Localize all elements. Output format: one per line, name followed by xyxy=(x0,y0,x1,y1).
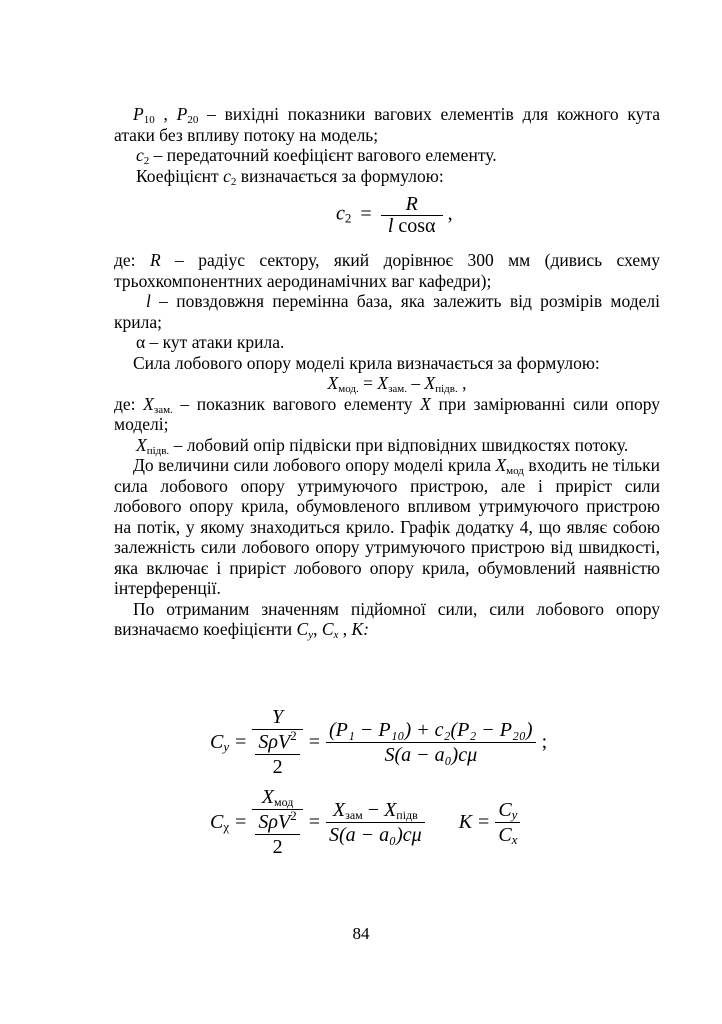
subscript: 20 xyxy=(187,114,199,126)
paragraph-text: – повздовжня перемінна база, яка залежить від розмірів моделі крила; xyxy=(114,291,660,332)
minus-sign: – xyxy=(407,373,425,393)
paragraph-base xyxy=(114,291,660,332)
comma: , xyxy=(457,373,467,393)
fraction-measured-drag xyxy=(326,798,425,847)
numerator: Y xyxy=(272,706,284,728)
formula-cx-and-k xyxy=(210,785,610,859)
paragraph-alpha xyxy=(114,332,660,353)
equals-sign: = xyxy=(358,373,378,393)
subscript: 2 xyxy=(230,175,237,188)
paragraph-c2-formula-intro xyxy=(114,166,660,187)
subscript: y xyxy=(223,739,230,754)
subscript: підв xyxy=(396,807,418,822)
symbol-c: C xyxy=(210,811,224,833)
equals-sign: = xyxy=(478,811,490,833)
denominator: S(a − a₀)cμ xyxy=(326,822,425,847)
fraction xyxy=(381,194,443,236)
minus-sign: − xyxy=(362,798,385,821)
semicolon: ; xyxy=(541,731,548,753)
superscript: 2 xyxy=(290,808,297,823)
symbol-c: C xyxy=(296,619,309,639)
symbol-alpha: α xyxy=(425,214,436,237)
paragraph-text: – передаточний коефіцієнт вагового елементу. xyxy=(149,145,497,165)
denominator xyxy=(495,822,520,847)
paragraph-text: Коефіцієнт xyxy=(136,165,224,186)
paragraph-text: – вихідні показники вагових елементів для кожного кута атаки без впливу потоку на модель; xyxy=(114,104,661,145)
equals-sign: = xyxy=(308,811,321,833)
denominator xyxy=(252,729,302,779)
subscript: мод. xyxy=(338,383,359,395)
paragraph-coefficients-intro xyxy=(114,599,660,640)
page-number: 84 xyxy=(352,924,370,943)
nested-numerator xyxy=(255,730,299,754)
paragraph-x-zam xyxy=(114,394,660,435)
symbol-x: X xyxy=(261,786,274,808)
subscript: зам. xyxy=(388,383,408,395)
numerator xyxy=(326,798,425,822)
subscript: підв. xyxy=(435,383,458,395)
symbol-c: C xyxy=(210,731,224,753)
paragraph-text: По отриманим значенням підйомної сили, сили лобового опору визначаємо коефіцієнти xyxy=(114,598,660,639)
symbol-l: l xyxy=(387,214,394,237)
subscript: x xyxy=(511,831,518,847)
paragraph-x-pidv xyxy=(114,435,660,456)
symbol-x: X xyxy=(327,373,339,393)
subscript: χ xyxy=(223,819,230,834)
cos-text: cos xyxy=(398,214,426,237)
equals-sign: = xyxy=(235,731,247,753)
subscript: 10 xyxy=(143,114,155,126)
separator: , xyxy=(154,104,177,124)
numerator xyxy=(495,798,520,822)
paragraph-text: де: xyxy=(114,393,144,414)
formula-lhs: c xyxy=(336,202,345,225)
numerator: R xyxy=(405,193,418,215)
subscript: x xyxy=(333,629,339,641)
coefficient-formulas xyxy=(210,705,610,865)
fraction-measured xyxy=(326,718,536,767)
subscript: зам xyxy=(345,807,363,822)
nested-numerator xyxy=(255,810,299,834)
denominator xyxy=(252,809,302,859)
symbol-c: c xyxy=(223,165,231,186)
symbol-x: X xyxy=(332,798,346,821)
symbol-c: C xyxy=(321,619,334,639)
paragraph-drag-intro xyxy=(114,353,660,374)
symbol-c: C xyxy=(498,823,512,846)
subscript: мод xyxy=(506,465,524,477)
subscript: 2 xyxy=(344,210,352,226)
nested-fraction xyxy=(255,810,299,859)
symbol-k: K: xyxy=(351,619,370,639)
symbol-x: X xyxy=(136,434,147,455)
symbol-p: P xyxy=(133,104,144,124)
formula-x-mod xyxy=(114,373,660,394)
symbol-x: X xyxy=(143,393,154,414)
paragraph-text: входить не тільки сила лобового опору утримуючого пристрою, але і приріст сили лобового опору крила, обумовленого впливом утримуючого пристрою на потік, у якому знаходиться крило. Графік додатку 4, що являє собою залежність сили лобового опору утримуючого пристрою від швидкості, яка включає і приріст лобового опору крила, обумовлений наявністю інтерференції. xyxy=(114,455,661,598)
subscript: підв. xyxy=(146,444,170,457)
subscript: зам. xyxy=(153,403,173,416)
numerator: (P₁ − P₁₀) + c₂(P₂ − P₂₀) xyxy=(329,718,533,741)
symbol-p: P xyxy=(176,104,188,124)
nested-fraction xyxy=(255,730,299,779)
paragraph-text: – лобовий опір підвіски при відповідних швидкостях потоку. xyxy=(169,434,629,455)
nested-denominator: 2 xyxy=(255,754,299,779)
symbol-c: c xyxy=(136,145,144,165)
term: SρV xyxy=(258,811,291,833)
formula-lhs xyxy=(210,730,229,754)
paragraph-text: До величини сили лобового опору моделі крила xyxy=(133,455,496,475)
equals-sign: = xyxy=(360,202,372,225)
comma: , xyxy=(447,202,453,225)
separator: , xyxy=(313,619,322,639)
symbol-x: X xyxy=(377,373,389,393)
paragraph-p10-p20 xyxy=(114,104,660,145)
text-block-middle xyxy=(114,250,660,640)
paragraph-text: – показник вагового елементу xyxy=(172,393,421,414)
symbol-x: X xyxy=(420,393,431,414)
symbol-x: X xyxy=(495,455,507,475)
nested-denominator: 2 xyxy=(255,834,299,859)
fraction-k xyxy=(495,798,520,847)
paragraph-text: де: xyxy=(114,250,150,270)
paragraph-radius xyxy=(114,250,660,291)
equals-sign: = xyxy=(235,811,247,833)
paragraph-text: визначається за формулою: xyxy=(236,165,444,186)
fraction-lift xyxy=(252,705,302,779)
symbol-c: C xyxy=(498,798,512,821)
symbol-r: R xyxy=(149,250,161,270)
paragraph-text: – радіус сектору, який дорівнює 300 мм (дивись схему трьохкомпонентних аеродинамічних ваг кафедри); xyxy=(114,250,660,291)
denominator: S(a − a₀)cμ xyxy=(326,742,536,767)
formula-cy xyxy=(210,705,610,779)
numerator xyxy=(252,785,302,809)
paragraph-text: α – кут атаки крила. xyxy=(136,332,285,352)
symbol-x: X xyxy=(424,373,436,393)
symbol-x: X xyxy=(384,798,397,821)
paragraph-c2 xyxy=(114,145,660,166)
formula-c2 xyxy=(336,194,453,236)
separator: , xyxy=(338,619,352,639)
paragraph-text: Сила лобового опору моделі крила визначається за формулою: xyxy=(133,352,600,373)
paragraph-text: при замірюванні сили опору моделі; xyxy=(114,393,660,434)
subscript: y xyxy=(308,629,314,641)
fraction-drag xyxy=(252,785,302,859)
superscript: 2 xyxy=(290,728,297,743)
term: SρV xyxy=(258,731,291,753)
subscript: 2 xyxy=(143,155,150,167)
subscript: y xyxy=(511,806,518,822)
symbol-l: l xyxy=(146,291,151,311)
symbol-k: K xyxy=(458,811,473,833)
formula-lhs xyxy=(210,810,229,834)
subscript: мод xyxy=(274,795,294,809)
equals-sign: = xyxy=(308,731,321,753)
text-block-top xyxy=(114,104,660,186)
paragraph-drag-components xyxy=(114,455,660,599)
denominator xyxy=(381,215,443,237)
